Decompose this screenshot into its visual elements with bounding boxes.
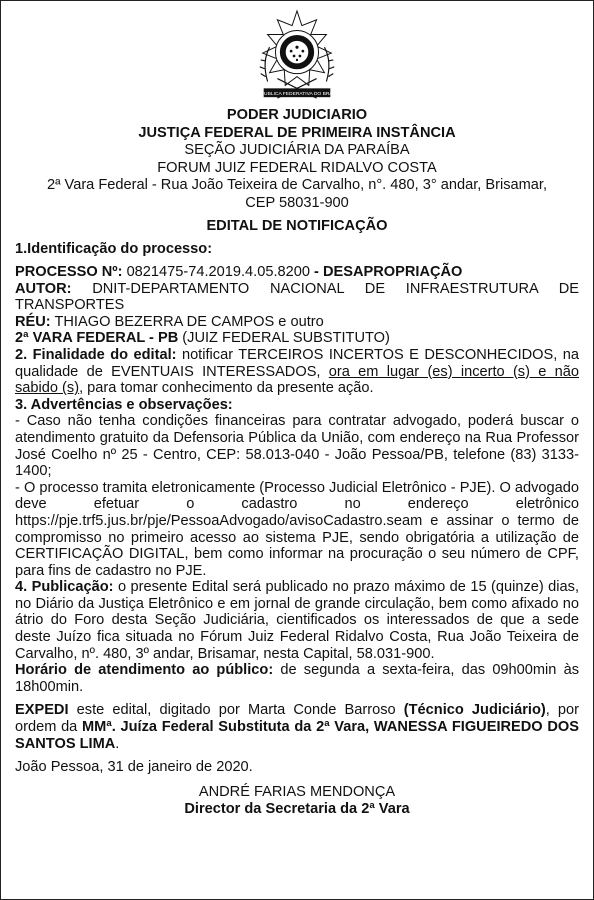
autor-value: DNIT-DEPARTAMENTO NACIONAL DE INFRAESTRUTURA DE TRANSPORTES xyxy=(15,280,579,314)
header-line-2: JUSTIÇA FEDERAL DE PRIMEIRA INSTÂNCIA xyxy=(138,124,456,141)
finalidade-text-2: , para tomar conhecimento da presente ação. xyxy=(79,380,374,397)
processo-line xyxy=(15,264,579,281)
section-1-title: 1.Identificação do processo: xyxy=(15,241,213,257)
horario-label: Horário de atendimento ao público: xyxy=(15,662,274,679)
edital-title: EDITAL DE NOTIFICAÇÃO xyxy=(206,218,388,234)
finalidade-underlined: ora em lugar (es) incerto (s) e não sabido (s) xyxy=(15,363,579,397)
advertencias-paragraph-1: - Caso não tenha condições financeiras para contratar advogado, poderá buscar o atendimento gratuito da Defensoria Pública da União, com endereço na Rua Professor José Coelho nº 25 - Centro, CEP: 58.013-040 - João Pessoa/PB, telefone (83) 3133-1400; xyxy=(15,413,579,480)
expedi-paragraph xyxy=(15,702,579,752)
finalidade-label: 2. Finalidade do edital: xyxy=(15,346,177,363)
finalidade-paragraph xyxy=(15,347,579,397)
autor-label: AUTOR: xyxy=(15,280,72,297)
finalidade-text-1: notificar TERCEIROS INCERTOS E DESCONHECIDOS, na qualidade de EVENTUAIS INTERESSADOS, xyxy=(15,346,579,380)
vara-line xyxy=(15,330,579,347)
svg-text:REPUBLICA FEDERATIVA DO BRASIL: REPUBLICA FEDERATIVA DO BRASIL xyxy=(254,92,340,98)
publicacao-paragraph xyxy=(15,579,579,662)
vara-value: (JUIZ FEDERAL SUBSTITUTO) xyxy=(178,330,390,347)
brazil-coat-of-arms-icon xyxy=(248,7,346,107)
court-header xyxy=(15,107,579,212)
header-line-6: CEP 58031-900 xyxy=(245,194,349,211)
horario-paragraph xyxy=(15,662,579,695)
publicacao-text: o presente Edital será publicado no prazo máximo de 15 (quinze) dias, no Diário da Justiça Eletrônico e em jornal de grande circulação, bem como afixado no átrio do Foro desta Seção Judiciária, cientificados os interessados de que a sede deste Juízo fica situada no Fórum Juiz Federal Ridalvo Costa, Rua João Teixeira de Carvalho, nº. 480, 3º andar, Brisamar, nesta Capital, 58.031-900. xyxy=(15,579,579,662)
expedi-end: . xyxy=(115,735,120,752)
expedi-cargo: (Técnico Judiciário) xyxy=(403,702,546,719)
advertencias-title: 3. Advertências e observações: xyxy=(15,396,233,413)
reu-label: RÉU: xyxy=(15,313,51,330)
header-line-5: 2ª Vara Federal - Rua João Teixeira de Carvalho, n°. 480, 3° andar, Brisamar, xyxy=(46,177,547,193)
expedi-text-2: , por ordem da xyxy=(15,702,580,736)
reu-value: THIAGO BEZERRA DE CAMPOS e outro xyxy=(50,313,324,330)
date-line: João Pessoa, 31 de janeiro de 2020. xyxy=(15,759,253,776)
processo-label: PROCESSO Nº: xyxy=(15,264,123,280)
header-line-4: FORUM JUIZ FEDERAL RIDALVO COSTA xyxy=(157,159,437,176)
reu-line xyxy=(15,314,579,331)
advertencias-paragraph-2: - O processo tramita eletronicamente (Processo Judicial Eletrônico - PJE). O advogado deve efetuar o cadastro no endereço eletrônico https://pje.trf5.jus.br/pje/PessoaAdvogado/avisoCadastro.seam e assinar o termo de compromisso no primeiro acesso ao sistema PJE, sendo obrigatória a utilização de CERTIFICAÇÃO DIGITAL, bem como informar na procuração o seu número de CPF, para fins de cadastro no PJE. xyxy=(15,479,579,579)
expedi-label: EXPEDI xyxy=(15,702,69,719)
edital-body xyxy=(15,264,579,776)
autor-line xyxy=(15,281,579,314)
signature-role: Director da Secretaria da 2ª Vara xyxy=(184,800,410,817)
signature-block xyxy=(15,784,579,818)
header-line-1: PODER JUDICIARIO xyxy=(226,107,368,123)
processo-type: - DESAPROPRIAÇÃO xyxy=(314,264,463,280)
expedi-text-1: este edital, digitado por Marta Conde Barroso xyxy=(68,702,404,719)
signature-name: ANDRÉ FARIAS MENDONÇA xyxy=(198,783,396,800)
header-line-3: SEÇÃO JUDICIÁRIA DA PARAÍBA xyxy=(184,142,410,158)
publicacao-label: 4. Publicação: xyxy=(15,579,114,596)
horario-text: de segunda a sexta-feira, das 09h00min às 18h00min. xyxy=(15,662,580,695)
processo-number: 0821475-74.2019.4.05.8200 xyxy=(122,264,315,280)
vara-label: 2ª VARA FEDERAL - PB xyxy=(15,330,179,347)
expedi-juiza: MMª. Juíza Federal Substituta da 2ª Vara, WANESSA FIGUEIREDO DOS SANTOS LIMA xyxy=(15,719,579,752)
